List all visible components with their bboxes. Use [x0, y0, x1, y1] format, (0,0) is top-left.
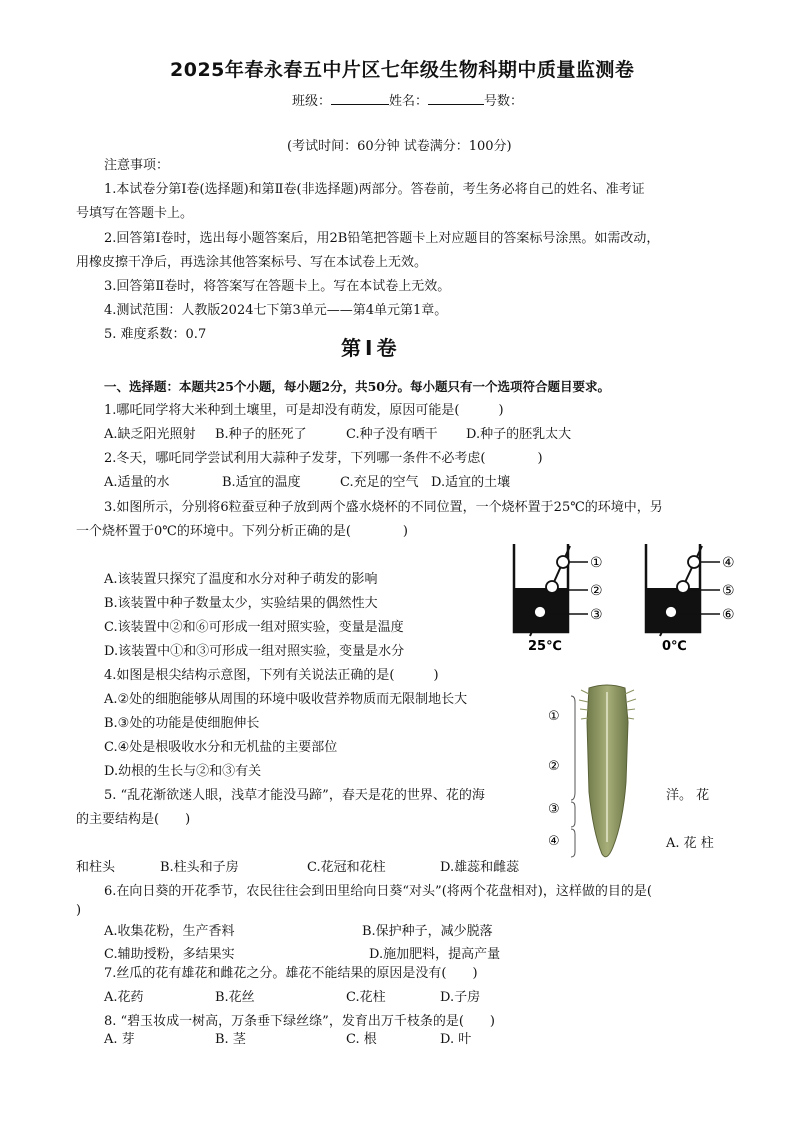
q5-option-a-tail: 和柱头 — [76, 860, 116, 875]
q8-option-d[interactable]: D. 叶 — [440, 1032, 472, 1047]
q4-option-d[interactable]: D.幼根的生长与②和③有关 — [104, 764, 262, 779]
q7-option-c[interactable]: C.花柱 — [346, 990, 386, 1005]
question-5a: 5. “乱花渐欲迷人眼，浅草才能没马蹄”，春天是花的世界、花的海 — [104, 788, 485, 803]
root-label-2: ② — [548, 759, 560, 774]
note-3: 3.回答第Ⅱ卷时，将答案写在答题卡上。写在本试卷上无效。 — [104, 279, 451, 294]
note-2b: 用橡皮擦干净后，再选涂其他答案标号、写在本试卷上无效。 — [76, 255, 428, 270]
q1-option-c[interactable]: C.种子没有晒干 — [346, 427, 438, 442]
note-2a: 2.回答第Ⅰ卷时，选出每小题答案后，用2B铅笔把答题卡上对应题目的答案标号涂黑。如需改动， — [104, 231, 660, 246]
section-title: 第Ⅰ卷 — [341, 336, 401, 360]
exam-title: 2025年春永春五中片区七年级生物科期中质量监测卷 — [170, 59, 635, 81]
q7-option-d[interactable]: D.子房 — [440, 990, 481, 1005]
class-label: 班级： — [292, 94, 332, 109]
q7-option-b[interactable]: B.花丝 — [215, 990, 255, 1005]
label-6: ⑥ — [722, 607, 735, 623]
seed-5 — [677, 581, 689, 593]
question-1: 1.哪吒同学将大米种到土壤里，可是却没有萌发，原因可能是( ) — [104, 403, 504, 418]
question-3b: 一个烧杯置于0℃的环境中。下列分析正确的是( ) — [76, 524, 408, 539]
q5-option-a[interactable]: A. 花 柱 — [666, 836, 714, 851]
q2-option-c[interactable]: C.充足的空气 — [340, 475, 419, 490]
q7-option-a[interactable]: A.花药 — [104, 990, 144, 1005]
question-5b: 的主要结构是( ) — [76, 812, 191, 827]
question-5a-tail: 洋。 花 — [666, 788, 710, 803]
seed-3 — [534, 606, 546, 618]
q2-option-d[interactable]: D.适宜的土壤 — [431, 475, 511, 490]
q8-option-c[interactable]: C. 根 — [346, 1032, 377, 1047]
q2-option-b[interactable]: B.适宜的温度 — [222, 475, 301, 490]
question-6a: 6.在向日葵的开花季节，农民往往会到田里给向日葵“对头”(将两个花盘相对)，这样做的目的是( — [104, 884, 652, 899]
q4-option-a[interactable]: A.②处的细胞能够从周围的环境中吸收营养物质而无限制地长大 — [104, 692, 468, 707]
seed-1 — [557, 556, 569, 568]
q4-option-b[interactable]: B.③处的功能是使细胞伸长 — [104, 716, 260, 731]
label-3: ③ — [590, 607, 603, 623]
seed-2 — [546, 581, 558, 593]
q4-option-c[interactable]: C.④处是根吸收水分和无机盐的主要部位 — [104, 740, 338, 755]
q3-option-a[interactable]: A.该装置只探究了温度和水分对种子萌发的影响 — [104, 572, 378, 587]
root-tip-figure — [545, 682, 665, 864]
note-1b: 号填写在答题卡上。 — [76, 206, 194, 221]
note-4: 4.测试范围：人教版2024七下第3单元——第4单元第1章。 — [104, 303, 448, 318]
name-blank[interactable] — [428, 93, 484, 105]
notes-heading: 注意事项： — [104, 158, 170, 173]
q1-option-d[interactable]: D.种子的胚乳太大 — [466, 427, 572, 442]
temp-0c: 0℃ — [662, 639, 687, 654]
root-label-3: ③ — [548, 802, 560, 817]
temp-25c: 25℃ — [528, 639, 562, 654]
q8-option-a[interactable]: A. 芽 — [104, 1032, 135, 1047]
name-label: 姓名： — [389, 94, 429, 109]
beaker-0c — [646, 544, 735, 654]
exam-info: (考试时间：60分钟 试卷满分：100分) — [287, 139, 512, 154]
q5-option-b[interactable]: B.柱头和子房 — [160, 860, 239, 875]
q5-option-d[interactable]: D.雄蕊和雌蕊 — [440, 860, 520, 875]
q6-option-a[interactable]: A.收集花粉，生产香料 — [104, 924, 235, 939]
q3-option-c[interactable]: C.该装置中②和⑥可形成一组对照实验，变量是温度 — [104, 620, 404, 635]
question-4: 4.如图是根尖结构示意图，下列有关说法正确的是( ) — [104, 668, 439, 683]
beaker-figure — [500, 540, 750, 655]
q3-option-b[interactable]: B.该装置中种子数量太少，实验结果的偶然性大 — [104, 596, 378, 611]
part1-heading: 一、选择题：本题共25个小题，每小题2分，共50分。每小题只有一个选项符合题目要求。 — [104, 379, 610, 394]
number-label: 号数： — [484, 94, 524, 109]
note-5: 5. 难度系数：0.7 — [104, 327, 207, 342]
seed-6 — [665, 606, 677, 618]
question-3a: 3.如图所示，分别将6粒蚕豆种子放到两个盛水烧杯的不同位置，一个烧杯置于25℃的环境中，另 — [104, 500, 663, 515]
label-5: ⑤ — [722, 583, 735, 599]
q3-option-d[interactable]: D.该装置中①和③可形成一组对照实验，变量是水分 — [104, 644, 405, 659]
q6-option-b[interactable]: B.保护种子，减少脱落 — [362, 924, 493, 939]
student-info-line — [292, 93, 523, 110]
question-8: 8. “碧玉妆成一树高，万条垂下绿丝绦”，发育出万千枝条的是( ) — [104, 1014, 495, 1029]
beaker-25c — [514, 544, 603, 654]
q5-option-c[interactable]: C.花冠和花柱 — [307, 860, 386, 875]
note-1a: 1.本试卷分第Ⅰ卷(选择题)和第Ⅱ卷(非选择题)两部分。答卷前，考生务必将自己的姓名、准考证 — [104, 182, 645, 197]
q2-option-a[interactable]: A.适量的水 — [104, 475, 170, 490]
question-2: 2.冬天，哪吒同学尝试利用大蒜种子发芽，下列哪一条件不必考虑( ) — [104, 451, 543, 466]
q6-option-c[interactable]: C.辅助授粉，多结果实 — [104, 947, 235, 962]
q1-option-b[interactable]: B.种子的胚死了 — [215, 427, 307, 442]
seed-4 — [688, 556, 700, 568]
label-2: ② — [590, 583, 603, 599]
label-1: ① — [590, 555, 603, 571]
root-label-4: ④ — [548, 834, 560, 849]
label-4: ④ — [722, 555, 735, 571]
q8-option-b[interactable]: B. 茎 — [215, 1032, 246, 1047]
question-6b: ) — [76, 903, 82, 918]
question-7: 7.丝瓜的花有雄花和雌花之分。雄花不能结果的原因是没有( ) — [104, 966, 478, 981]
q1-option-a[interactable]: A.缺乏阳光照射 — [104, 427, 196, 442]
class-blank[interactable] — [331, 93, 389, 105]
root-label-1: ① — [548, 709, 560, 724]
q6-option-d[interactable]: D.施加肥料，提高产量 — [369, 947, 501, 962]
